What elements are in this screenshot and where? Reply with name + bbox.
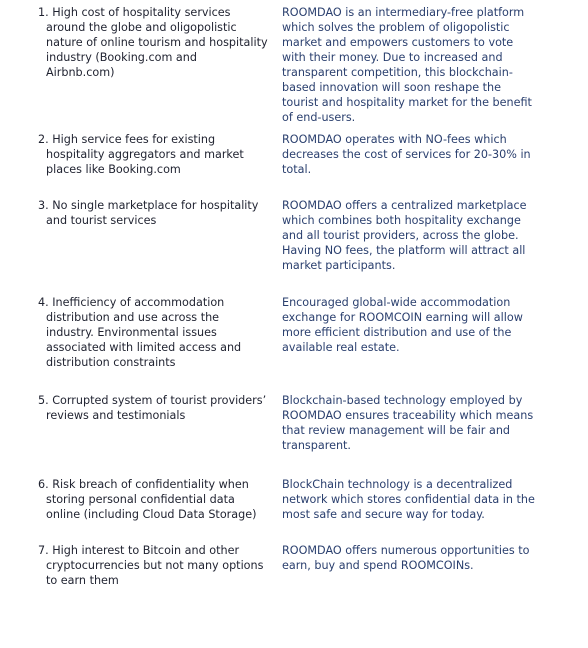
solution-text: ROOMDAO is an intermediary-free platform which solves the problem of oligopolistic market and empowers customers to vote with their money. Due to increased and transparent competition, this blockchain-based innovation will soon reshape the tourist and hospitality market for the benefit of end-users. [282,6,532,124]
solution-text: ROOMDAO operates with NO-fees which decreases the cost of services for 20-30% in total. [282,133,531,176]
problem-text: 2. High service fees for existing hospitality aggregators and market places like Booking.com [38,133,244,176]
solution-text: BlockChain technology is a decentralized network which stores confidential data in the most safe and secure way for today. [282,478,535,521]
solution-text: Blockchain-based technology employed by ROOMDAO ensures traceability which means that review management will be fair and transparent. [282,394,534,452]
problem-text: 6. Risk breach of confidentiality when storing personal confidential data online (including Cloud Data Storage) [38,478,257,521]
problem-text: 4. Inefficiency of accommodation distribution and use across the industry. Environmental issues associated with limited access and distribution constraints [38,296,242,369]
problem-text: 1. High cost of hospitality services around the globe and oligopolistic nature of online tourism and hospitality industry (Booking.com and Airbnb.com) [38,6,268,79]
solution-text: ROOMDAO offers a centralized marketplace which combines both hospitality exchange and all tourist providers, across the globe. Having NO fees, the platform will attract all market participants. [282,199,527,272]
problem-text: 7. High interest to Bitcoin and other cryptocurrencies but not many options to earn them [38,544,264,587]
problem-text: 5. Corrupted system of tourist providers’ reviews and testimonials [38,394,267,422]
solution-text: ROOMDAO offers numerous opportunities to earn, buy and spend ROOMCOINs. [282,544,530,572]
solution-text: Encouraged global-wide accommodation exchange for ROOMCOIN earning will allow more efficient distribution and use of the available real estate. [282,296,523,354]
problem-text: 3. No single marketplace for hospitality and tourist services [38,199,259,227]
